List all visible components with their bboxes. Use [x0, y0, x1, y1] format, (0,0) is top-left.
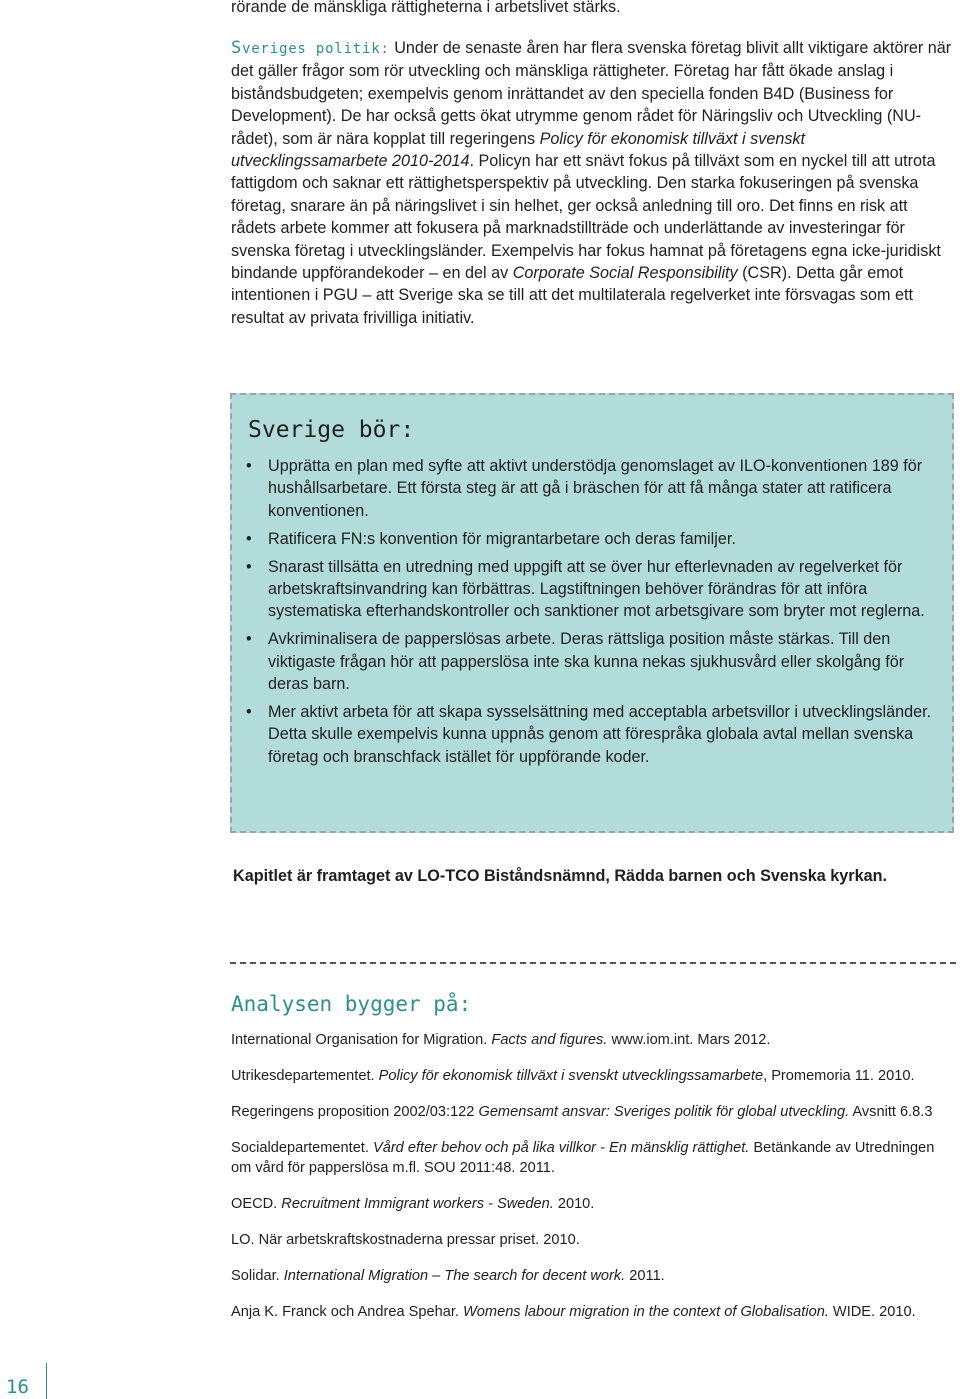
- chapter-credit: Kapitlet är framtaget av LO-TCO Biståndsnämnd, Rädda barnen och Svenska kyrkan.: [233, 867, 887, 885]
- references-heading: Analysen bygger på:: [231, 992, 472, 1016]
- top-line: rörande de mänskliga rättigheterna i arbetslivet stärks.: [231, 0, 621, 16]
- references-list: [231, 1030, 957, 1322]
- reference-item: International Organisation for Migration. Facts and figures. www.iom.int. Mars 2012.: [231, 1032, 771, 1048]
- reference-item: Solidar. International Migration – The search for decent work. 2011.: [231, 1268, 665, 1284]
- dashed-divider: [230, 962, 956, 964]
- list-item: • Ratificera FN:s konvention för migrantarbetare och deras familjer.: [246, 529, 736, 548]
- box-title: Sverige bör:: [248, 417, 415, 443]
- reference-item: Socialdepartementet. Vård efter behov och på lika villkor - En mänsklig rättighet. Betänkande av Utredningen om vård för papperslösa m.fl. SOU 2011:48. 2011.: [231, 1140, 935, 1176]
- section-lead: Sveriges politik:: [231, 38, 390, 58]
- politik-paragraph: Sveriges politik: Under de senaste åren har flera svenska företag blivit allt viktigare aktörer när det gäller frågor som rör utveckling och mänskliga rättigheter. Företag har fått ökade anslag i biståndsbudgeten; exempelvis genom inrättandet av den speciella fonden B4D (Business for Development). De har också getts ökat utrymme genom rådet för Näringsliv och Utveckling (NU-rådet), som är nära kopplat till regeringens Policy för ekonomisk tillväxt i svenskt utvecklingssamarbete 2010-2014. Policyn har ett snävt fokus på tillväxt som en nyckel till att utrota fattigdom och saknar ett rättighetsperspektiv på utveckling. Den starka fokuseringen på svenska företag, snarare än på näringslivet i sin helhet, ger också anledning till oro. Det finns en risk att rådets arbete kommer att fokusera på marknadstillträde och underlättande av investeringar för svenska företag i utvecklingsländer. Exempelvis har fokus hamnat på företagens egna icke-juridiskt bindande uppförandekoder – en del av Corporate Social Responsibility (CSR). Detta går emot intentionen i PGU – att Sverige ska se till att det multilaterala regelverket inte försvagas som ett resultat av privata frivilliga initiativ.: [231, 38, 952, 327]
- reference-item: Anja K. Franck och Andrea Spehar. Womens labour migration in the context of Globalisation. WIDE. 2010.: [231, 1304, 916, 1320]
- list-item: • Avkriminalisera de papperslösas arbete. Deras rättsliga position måste stärkas. Till den viktigaste frågan hör att papperslösa inte ska kunna nekas sjukhusvård eller skolgång för deras barn.: [246, 630, 905, 694]
- page-number-rule: [46, 1363, 47, 1399]
- list-item: • Snarast tillsätta en utredning med uppgift att se över hur efterlevnaden av regelverket för arbetskraftsinvandring kan förbättras. Lagstiftningen behöver förändras för att införa systematiska efterhandskontroller och sanktioner mot arbetsgivare som bryter mot reglerna.: [246, 557, 925, 621]
- reference-item: LO. När arbetskraftskostnaderna pressar priset. 2010.: [231, 1232, 580, 1248]
- reference-item: Utrikesdepartementet. Policy för ekonomisk tillväxt i svenskt utvecklingssamarbete, Promemoria 11. 2010.: [231, 1068, 915, 1084]
- reference-item: OECD. Recruitment Immigrant workers - Sweden. 2010.: [231, 1196, 595, 1212]
- recommendations-box: [230, 393, 954, 833]
- recommendations-list: [242, 455, 932, 774]
- page-number: 16: [6, 1376, 29, 1398]
- reference-item: Regeringens proposition 2002/03:122 Gemensamt ansvar: Sveriges politik för global utveckling. Avsnitt 6.8.3: [231, 1104, 933, 1120]
- list-item: • Upprätta en plan med syfte att aktivt understödja genomslaget av ILO-konventionen 189 för hushållsarbetare. Ett första steg är att gå i bräschen för att få många stater att ratificera konventionen.: [246, 457, 923, 520]
- list-item: • Mer aktivt arbeta för att skapa sysselsättning med acceptabla arbetsvillor i utvecklingsländer. Detta skulle exempelvis kunna uppnås genom att förespråka globala avtal mellan svenska företag och branschfack istället för uppförande koder.: [246, 703, 932, 766]
